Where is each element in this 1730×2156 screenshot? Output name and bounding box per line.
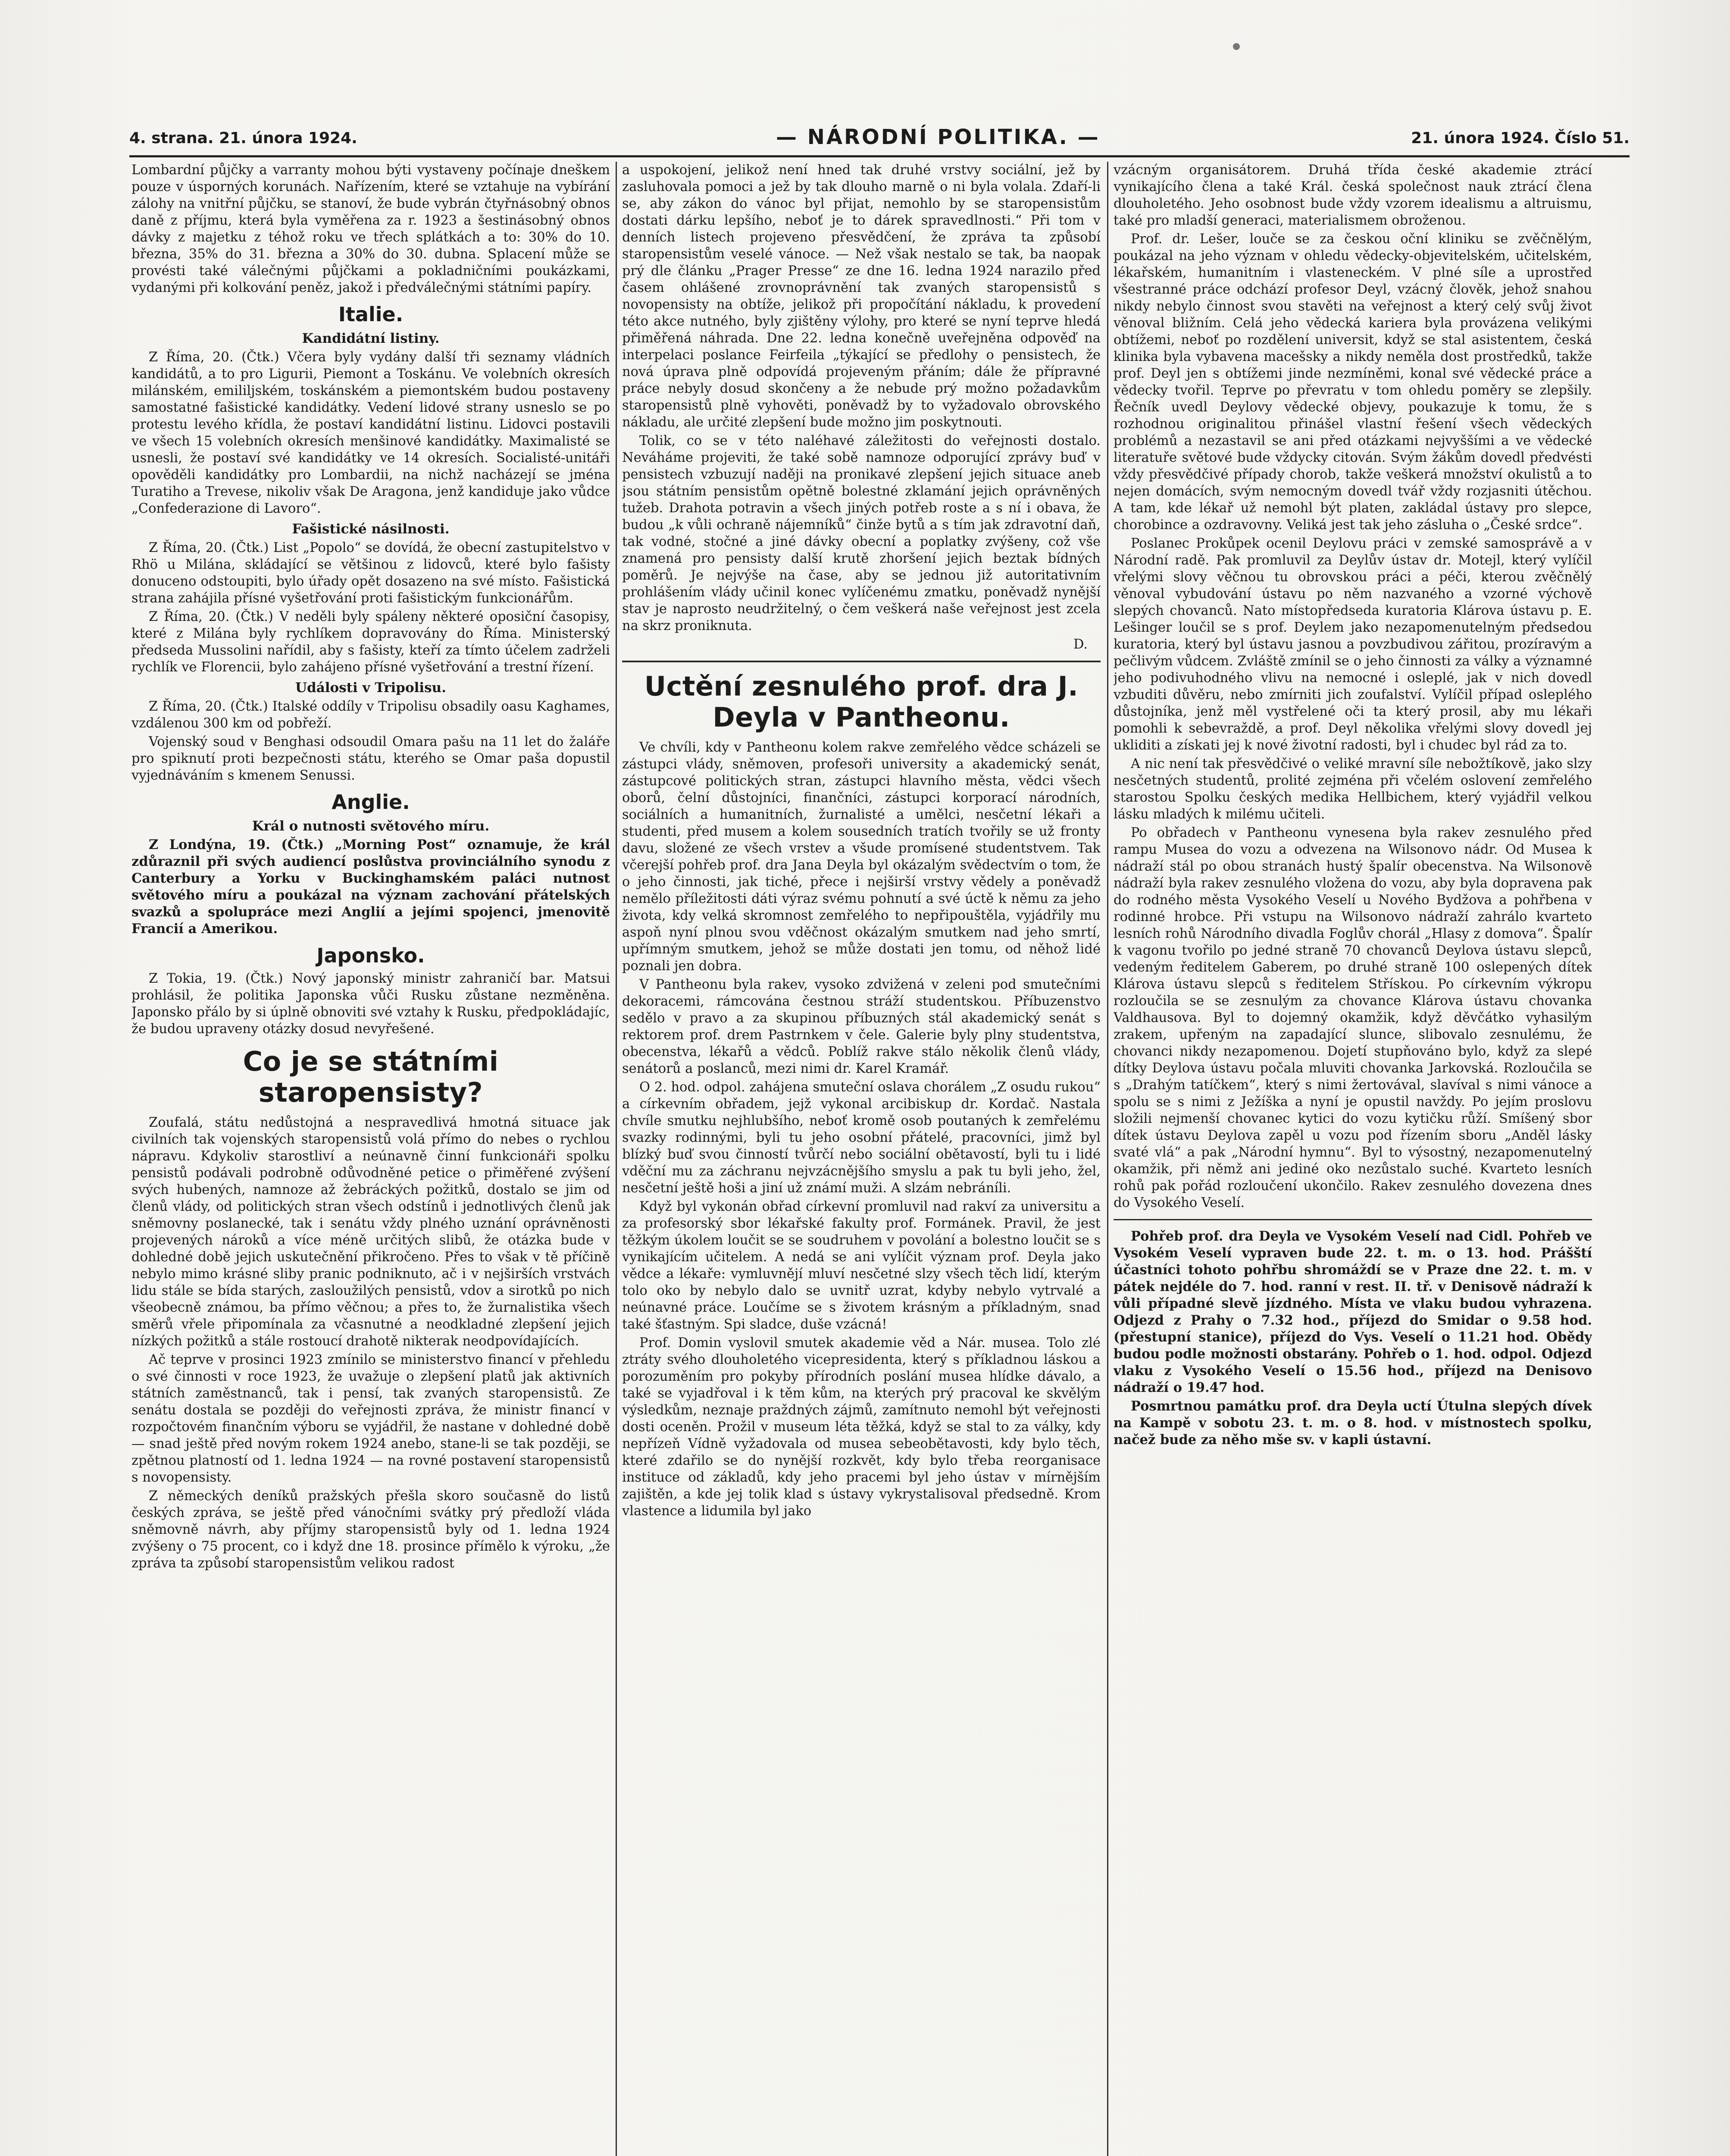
notice-memorial: Posmrtnou památku prof. dra Deyla uctí Útulna slepých dívek na Kampě v sobotu 23. t. m. o 8. hod. v místnostech spolku, načež bude za něho mše sv. v kapli ústavní.	[1114, 1398, 1592, 1448]
article-paragraph: V Pantheonu byla rakev, vysoko zdvižená v zeleni pod smutečními dekoracemi, rámcována čestnou stráží studentskou. Příbuzenstvo sedělo v pravo a za skupinou příbuzných stál akademický senát s rektorem prof. drem Pastrnkem v čele. Galerie byly plny studentstva, obecenstva, lékařů a vědců. Poblíž rakve stálo několik členů vlády, senátorů a poslanců, mezi nimi dr. Karel Kramář.	[622, 977, 1101, 1076]
article-divider	[622, 661, 1101, 662]
section-heading-italie: Italie.	[338, 303, 404, 326]
article-divider	[1114, 1219, 1592, 1220]
headline-deyl: Uctění zesnulého prof. dra J. Deyla v Pantheonu.	[644, 671, 1079, 733]
article-paragraph: O 2. hod. odpol. zahájena smuteční oslava chorálem „Z osudu rukou“ a církevním obřadem, jejž vykonal arcibiskup dr. Kordač. Nastala chvíle smutku nejhlubšího, neboť kromě osob poutaných k zemřelému svazky rodinnými, byli tu jeho osobní přátelé, pracovníci, jimž byl blízký buď svou činností tvůrčí nebo sociální obětavostí, byli tu i lidé vděční mu za záchranu nejvzácnějšího smyslu a pak tu byli jeho, žel, nesčetní ještě hoši a jiní už známí muži. A slzám nebráníli.	[622, 1080, 1101, 1196]
header-divider	[129, 155, 1630, 157]
page-header	[129, 125, 1630, 160]
subheading: Události v Tripolisu.	[295, 680, 446, 696]
subheading: Fašistické násilnosti.	[292, 521, 450, 537]
article-paragraph: Když byl vykonán obřad církevní promluvil nad rakví za universitu a za profesorský sbor lékařské fakulty prof. Formánek. Pravil, že jest těžkým úkolem loučit se se soudruhem v povolání a bolestno loučit se s vynikajícím učitelem. A nedá se ani vylíčit význam prof. Deyla jako vědce a lékaře: vymluvnějí mluví nesčetné slzy všech těch lidí, kterým tolo oko by nebylo dalo se uvnitř uzrat, kdyby nebylo vytrvalé a neúnavné práce. Loučíme se s životem krásným a příkladným, snad také šťastným. Spi sladce, duše vzácná!	[622, 1199, 1101, 1332]
article-paragraph: A nic není tak přesvědčivé o veliké mravní síle nebožtíkově, jako slzy nesčetných studentů, prolité zejména při včelém oslovení zemřelého starostou Spolku českých medika Hellbichem, který vyjádřil velkou lásku mladých k milému učiteli.	[1114, 756, 1592, 822]
subheading: Kandidátní listiny.	[302, 331, 440, 346]
article-paragraph: Ač teprve v prosinci 1923 zmínilo se ministerstvo financí v přehledu o své činnosti v roce 1923, že uvažuje o zlepšení platů jak aktivních státních zaměstnanců, tak i pensí, tak zvaných staropensistů. Ze senátu dostala se později do veřejnosti zpráva, že ministr financí v rozpočtovém finančním výboru se vyjádřil, že nastane v dohledné době — snad ještě před novým rokem 1924 anebo, stane-li se tak později, se zpětnou platností od 1. ledna 1924 — na rovné postavení staropensistů s novopensisty.	[131, 1352, 610, 1485]
article-paragraph: Tolik, co se v této naléhavé záležitosti do veřejnosti dostalo. Neváháme projeviti, že také sobě namnoze odporující zprávy buď v pensistech vzbuzují naději na pronikavé zlepšení jejich situace aneb jsou státním pensistům opětně bolestné zklamání jejich oprávněných tužeb. Drahota potravin a všech jiných potřeb roste a s ní i obava, že budou „k vůli ochraně nájemníků“ činže bytů a s tím jak zdravotní daň, tak vodné, stočné a jiné dávky obecní a poplatky zvýšeny, což vše znamená pro pensisty další krutě zhoršení jejich beztak bídných poměrů. Je nejvýše na čase, aby se jednou již autoritativním prohlášením vlády učinil konec vylíčenému zmatku, poněvadž nynější stav je naprosto neudržitelný, o čem veškerá naše veřejnost jest zcela na skrz proniknuta.	[622, 433, 1101, 633]
article-paragraph: vzácným organisátorem. Druhá třída české akademie ztrácí vynikajícího člena a také Král. česká společnost nauk ztrácí člena dlouholetého. Jeho osobnost bude vždy vzorem idealismu a altruismu, také pro mladší generaci, materialismem obroženou.	[1114, 163, 1592, 228]
article-paragraph: a uspokojení, jelikož není hned tak druhé vrstvy sociální, jež by zasluhovala pomoci a jež by tak dlouho marně o ni byla volala. Zdaří-li se, aby zákon do vánoc byl přijat, nemohlo by se staropensistům dostati dárku lepšího, neboť je to dárek spravedlnosti.“ Při tom v denních listech projeveno přesvědčení, že zpráva ta způsobí staropensistům veselé vánoce. — Než však nestalo se tak, ba naopak prý dle článku „Prager Presse“ ze dne 16. ledna 1924 narazilo před časem ohlášené zrovnoprávnění tak zvaných staropensistů s novopensisty na obtíže, jelikož při propočítání nákladu, k provedení této akce nutného, byly zjištěny výlohy, pro které se nyní teprve hledá přiměřená náhrada. Dne 22. ledna konečně uveřejněna odpověď na interpelaci poslance Feirfeila „týkající se předlohy o pensistech, že nová úprava plně odpovídá projeveným přáním; dále že přípravné práce nebyly dosud skončeny a že nebude prý možno požadavkům staropensistů plně vyhověti, poněvadž by to vyžadovalo obrovského nákladu, ale určité zlepšení bude možno jim poskytnouti.	[622, 163, 1101, 430]
author-signature: D.	[1073, 637, 1088, 652]
headline-staropensisty: Co je se státními staropensisty?	[243, 1046, 499, 1108]
article-paragraph: Prof. dr. Lešer, louče se za českou oční kliniku se zvěčnělým, poukázal na jeho význam v ohledu vědecky-objevitelském, učitelském, lékařském, humanitním i vlasteneckém. V plné síle a uprostřed všestranné práce odchází profesor Deyl, vzácný člověk, jehož snahou nikdy nebylo činnost svou stavěti na veřejnost a který celý svůj život věnoval bližním. Celá jeho vědecká kariera byla provázena velikými obtížemi, neboť po rozdělení universit, když se stal asistentem, česká klinika byla vybavena macešsky a nikdy neměla dost prostředků, takže prof. Deyl jen s obtížemi jinde nezmíněmi, konal své vědecké práce a vědecky tvořil. Teprve po převratu v tom ohledu poměry se zlepšily. Řečník uvedl Deylovy vědecké objevy, poukazuje k tomu, že s rozhodnou originalitou přinášel vlastní řešení všech vědeckých problémů a nezastavil se ani před otázkami nejvyššími a ve vědecké literatuře světové bude vždycky citován. Svým žákům dovedl předvésti vždy přesvědčivé případy chorob, takže veškerá množství okulistů a to nejen domácích, svým nemocným dovedl tvář vždy rozjasniti útěchou. A tam, kde lékař už nemohl být platen, zakládal ústavy pro slepce, chorobince a ozdravovny. Veliká jest tak jeho zásluha o „České srdce“.	[1114, 232, 1592, 533]
column-2	[622, 162, 1101, 2156]
article-paragraph: Prof. Domin vyslovil smutek akademie věd a Nár. musea. Tolo zlé ztráty svého dlouholetého vicepresidenta, který s příkladnou láskou a porozuměním pro pokyby přírodních poslání musea hlídke dávalo, a také se vyjadřoval i k těm kům, na kterých prý pracoval ke skvělým výsledkům, neznaje praždných zájmů, zamítnuto nemohl být veřejnosti dosti oceněn. Prožil v museum léta těžká, když se stal to za války, kdy nepřízeň Vídně vyžadovala od musea sebeobětavosti, kdy bylo těch, které zdařilo se do nynější rozkvět, kdy bylo třeba reorganisace instituce od základů, kdy jeho pracemi byl jeho ústav v mírnějším zajištěn, a kde jej tolik klad s ústavy vykrystalisoval předsedně. Krom vlastence a lidumila byl jako	[622, 1335, 1101, 1519]
column-divider	[616, 162, 617, 2156]
column-3	[1114, 162, 1592, 2156]
article-paragraph: Zoufalá, státu nedůstojná a nespravedlivá hmotná situace jak civilních tak vojenských staropensistů volá přímo do nebes o rychlou nápravu. Kdykoliv starostliví a neúnavně činní funkcionáři spolku pensistů podávali podrobně odůvodněné petice o přiměřené zvýšení svých hubených, namnoze až žebráckých požitků, dostalo se jim od členů vlády, od politických stran všech odstínů i jednotlivých členů jak sněmovny poslanecké, tak i senátu vždy plného uznání oprávněnosti projevených nároků a více méně určitých slibů, že otázka bude v dohledné době jejich uskutečnění přikročeno. Přes to však v tě příčině nebylo mimo krásné sliby pranic podniknuto, ač i v nejširších vrstvách lidu stále se bída starých, zasloužilých pensistů, vdov a sirotků po nich všeobecně známou, ba přímo věčnou; a přes to, že žurnalistika všech směrů vřele připomínala za včasnutné a neodkladné zlepšení jejich nízkých požitků a stále rostoucí drahotě nikterak neodpovídajících.	[131, 1115, 610, 1349]
column-divider	[1107, 162, 1108, 2156]
article-paragraph: Z Říma, 20. (Čtk.) Včera byly vydány další tři seznamy vládních kandidátů, a to pro Ligurii, Piemont a Toskánu. Ve volebních okresích milánském, emililjském, toskánském a piemontském budou postaveny samostatné fašistické kandidátky. Vedení lidové strany usneslo se po protestu levého křídla, že postaví kandidátní listinu. Lidovci postavili ve všech 15 volebních okresích menšinové kandidátky. Maximalisté se usnesli, že postaví své kandidátky ve 14 okresích. Socialisté-unitáři opověděli kandidátky pro Lombardii, na nichž nacházejí se jména Turatiho a Trevese, nikoliv však De Aragona, jenž kandiduje jako vůdce „Confederazione di Lavoro“.	[131, 350, 610, 516]
column-1	[131, 162, 610, 2156]
masthead-title: — NÁRODNÍ POLITIKA. —	[776, 125, 1100, 149]
print-speck	[1233, 43, 1240, 50]
subheading: Král o nutnosti světového míru.	[252, 818, 490, 834]
article-paragraph: Po obřadech v Pantheonu vynesena byla rakev zesnulého před rampu Musea do vozu a odvezena na Wilsonovo nádr. Od Musea k nádraží stál po obou stranách hustý špalír obecenstva. Na Wilsonově nádraží byla rakev zesnulého vložena do vozu, aby byla dopravena pak do rodného města Vysokého Veselí u Nového Bydžova a pohřbena v rodinné hrobce. Při vstupu na Wilsonovo nádraží zahrálo kvarteto lesních rohů Národního divadla Foglův chorál „Hlasy z domova“. Špalír k vagonu tvořilo po jedné straně 70 chovanců Deylova ústavu slepců, vedeným ředitelem Gaberem, po druhé straně 100 oslepených dítek Klárova ústavu slepců s ředitelem Střískou. Po církevním výkropu rozloučila se se zesnulým za chovance Klárova ústavu chovanka Valdhausova. Byl to dojemný okamžik, když děvčátko vyhasilým zrakem, upřeným na zapadající slunce, slibovalo zesnulému, že chovanci nikdy nezapomenou. Dojetí stupňováno bylo, když za slepé dítky Deylova ústavu počala mluviti chovanka Jarkovská. Rozloučila se s „Drahým tatíčkem“, který s nimi žertovával, slavíval s nimi vánoce a spolu se s nimi z Ježíška a nyní je opustil navždy. Po jejím proslovu složili nejmenší chovanec kytici do vozu kytičku růží. Smíšený sbor dítek ústavu Deylova zapěl u vozu pod řízením sboru „Anděl lásky svaté vlá“ a pak „Národní hymnu“. Byl to výsostný, nezapomenutelný okamžik, při němž ani jediné oko nezůstalo suché. Kvarteto lesních rohů pak pořád rozloučení ukončilo. Rakev zesnulého dovezena dnes do Vysokého Veselí.	[1114, 825, 1592, 1210]
section-heading-japonsko: Japonsko.	[316, 944, 425, 967]
article-paragraph: Z Říma, 20. (Čtk.) Italské oddíly v Tripolisu obsadily oasu Kaghames, vzdálenou 300 km od pobřeží.	[131, 699, 610, 731]
article-paragraph: Z Říma, 20. (Čtk.) List „Popolo“ se dovídá, že obecní zastupitelstvo v Rhö u Milána, skládající se většinou z lidovců, které bylo fašisty donuceno odstoupiti, bylo úřady opět dosazeno na své místo. Fašistická strana zahájila přísné vyšetřování proti fašistickým funkcionářům.	[131, 540, 610, 606]
notice-funeral: Pohřeb prof. dra Deyla ve Vysokém Veselí nad Cidl. Pohřeb ve Vysokém Veselí vypraven bude 22. t. m. o 13. hod. Prášští účastníci tohoto pohřbu shromáždí se v Praze dne 22. t. m. v pátek nejdéle do 7. hod. ranní v rest. II. tř. v Denisově nádraží k vůli případné slevě jízdného. Místa ve vlaku budou vyhrazena. Odjezd z Prahy o 7.32 hod., příjezd do Smidar o 9.58 hod. (přestupní stanice), příjezd do Vys. Veselí o 11.21 hod. Obědy budou podle možnosti obstarány. Pohřeb o 1. hod. odpol. Odjezd vlaku z Vysokého Veselí o 15.56 hod., příjezd na Denisovo nádraží o 19.47 hod.	[1114, 1228, 1592, 1395]
section-heading-anglie: Anglie.	[332, 790, 410, 814]
article-paragraph: Ve chvíli, kdy v Pantheonu kolem rakve zemřelého vědce scházeli se zástupci vlády, sněmoven, profesoři university a akademický senát, zástupcové politických stran, zástupci hlavního města, vědci všech oborů, čelní důstojníci, finančníci, zástupci korporací národních, sociálních a humanitních, žurnalisté a umělci, nesčetní lékaři a studenti, před musem a kolem sousedních tratích tvořily se už fronty davu, složené ze všech vrstev a všude promísené studentstvem. Tak včerejší pohřeb prof. dra Jana Deyla byl okázalým svědectvím o tom, že o jeho činnosti, jak tiché, přece i nejširší vrstvy vědely a poněvadž nemělo příležitosti dáti výraz svému pohnutí a své úctě k němu za jeho života, kdy velká skromnost zemřelého to nepřipouštěla, vyjádřily mu aspoň nyní plnou svou vděčnost okázalým smutkem nad jeho smrtí, upřímným smutkem, jehož se může dostati jen tomu, od něhož lidé poznali jen dobra.	[622, 740, 1101, 974]
article-paragraph: Z německých deníků pražských přešla skoro současně do listů českých zpráva, se ještě před vánočními svátky prý předloží vláda sněmovně návrh, aby příjmy staropensistů byly od 1. ledna 1924 zvýšeny o 75 procent, co i když dne 18. prosince přímělo k výroku, „že zpráva ta způsobí staropensistům velikou radost	[131, 1489, 610, 1571]
article-paragraph: Vojenský soud v Benghasi odsoudil Omara pašu na 11 let do žaláře pro spiknutí proti bezpečnosti státu, kterého se Omar paša dopustil vyjednáváním s kmenem Senussi.	[131, 734, 610, 783]
header-page-date: 4. strana. 21. února 1924.	[129, 129, 357, 147]
article-paragraph: Poslanec Prokůpek ocenil Deylovu práci v zemské samosprávě a v Národní radě. Pak promluvil za Deylův ústav dr. Motejl, který vylíčil vřelými slovy věčnou tu obrovskou práci a péči, kterou zvěčnělý věnoval vybudování ústavu po něm nazvaného a vzorné výchově slepých chovanců. Nato místopředseda kuratoria Klárova ústavu p. E. Lešinger loučil se s prof. Deylem jako nezapomenutelným předsedou kuratoria, který byl ústavu jasnou a povzbudivou zářitou, prozíravým a pečlivým vůdcem. Zvláště zmínil se o jeho činnosti za války a významné jeho podivuhodného vlivu na nemocné i osleplé, jak v nich dovedl vzbuditi důvěru, nebo zmírniti jich zoufalství. Vylíčil případ osleplého důstojníka, jenž měl vystřelené oči ta který prosil, aby mu lékaři pomohli k sebevraždě, a prof. Deyl několika vřelými slovy dovedl jej ukliditi a získati jej k nové životní radosti, byl i chudec byl rád za to.	[1114, 536, 1592, 753]
article-paragraph: Z Říma, 20. (Čtk.) V neděli byly spáleny některé oposiční časopisy, které z Milána byly rychlíkem dopravovány do Říma. Ministerský předseda Mussolini nařídil, aby s fašisty, kteří za tímto účelem zadrželi rychlík ve Florencii, bylo zahájeno přísné vyšetřování a trestní řízení.	[131, 609, 610, 675]
article-paragraph: Z Londýna, 19. (Čtk.) „Morning Post“ oznamuje, že král zdůraznil při svých audiencí poslůstva provinciálního synodu z Canterbury a Yorku v Buckinghamském paláci nutnost světového míru a poukázal na význam zachování přátelských svazků a spolupráce mezi Anglií a jejími spojenci, jmenovitě Francií a Amerikou.	[131, 837, 610, 937]
article-paragraph: Z Tokia, 19. (Čtk.) Nový japonský ministr zahraničí bar. Matsui prohlásil, že politika Japonska vůči Rusku zůstane nezměněna. Japonsko přálo by si úplně obnoviti své vztahy k Rusku, předpokládajíc, že budou upraveny otázky dosud nevyřešené.	[131, 971, 610, 1037]
article-paragraph: Lombardní půjčky a varranty mohou býti vystaveny počínaje dneškem pouze v úsporných korunách. Nařízením, které se vztahuje na vybírání zálohy na vnitřní půjčku, se stanoví, že bude vybrán čtyřnásobný obnos daně z příjmu, která byla vyměřena za r. 1923 a šestinásobný obnos dávky z majetku z téhož roku ve třech splátkách a to: 30% do 10. března, 35% do 31. března a 30% do 30. dubna. Splacení může se provésti také válečnými půjčkami a pokladničními poukázkami, vydanými při kolkování peněz, jakož i předválečnými státními papíry.	[131, 163, 610, 295]
header-issue-number: 21. února 1924. Číslo 51.	[1411, 129, 1630, 147]
